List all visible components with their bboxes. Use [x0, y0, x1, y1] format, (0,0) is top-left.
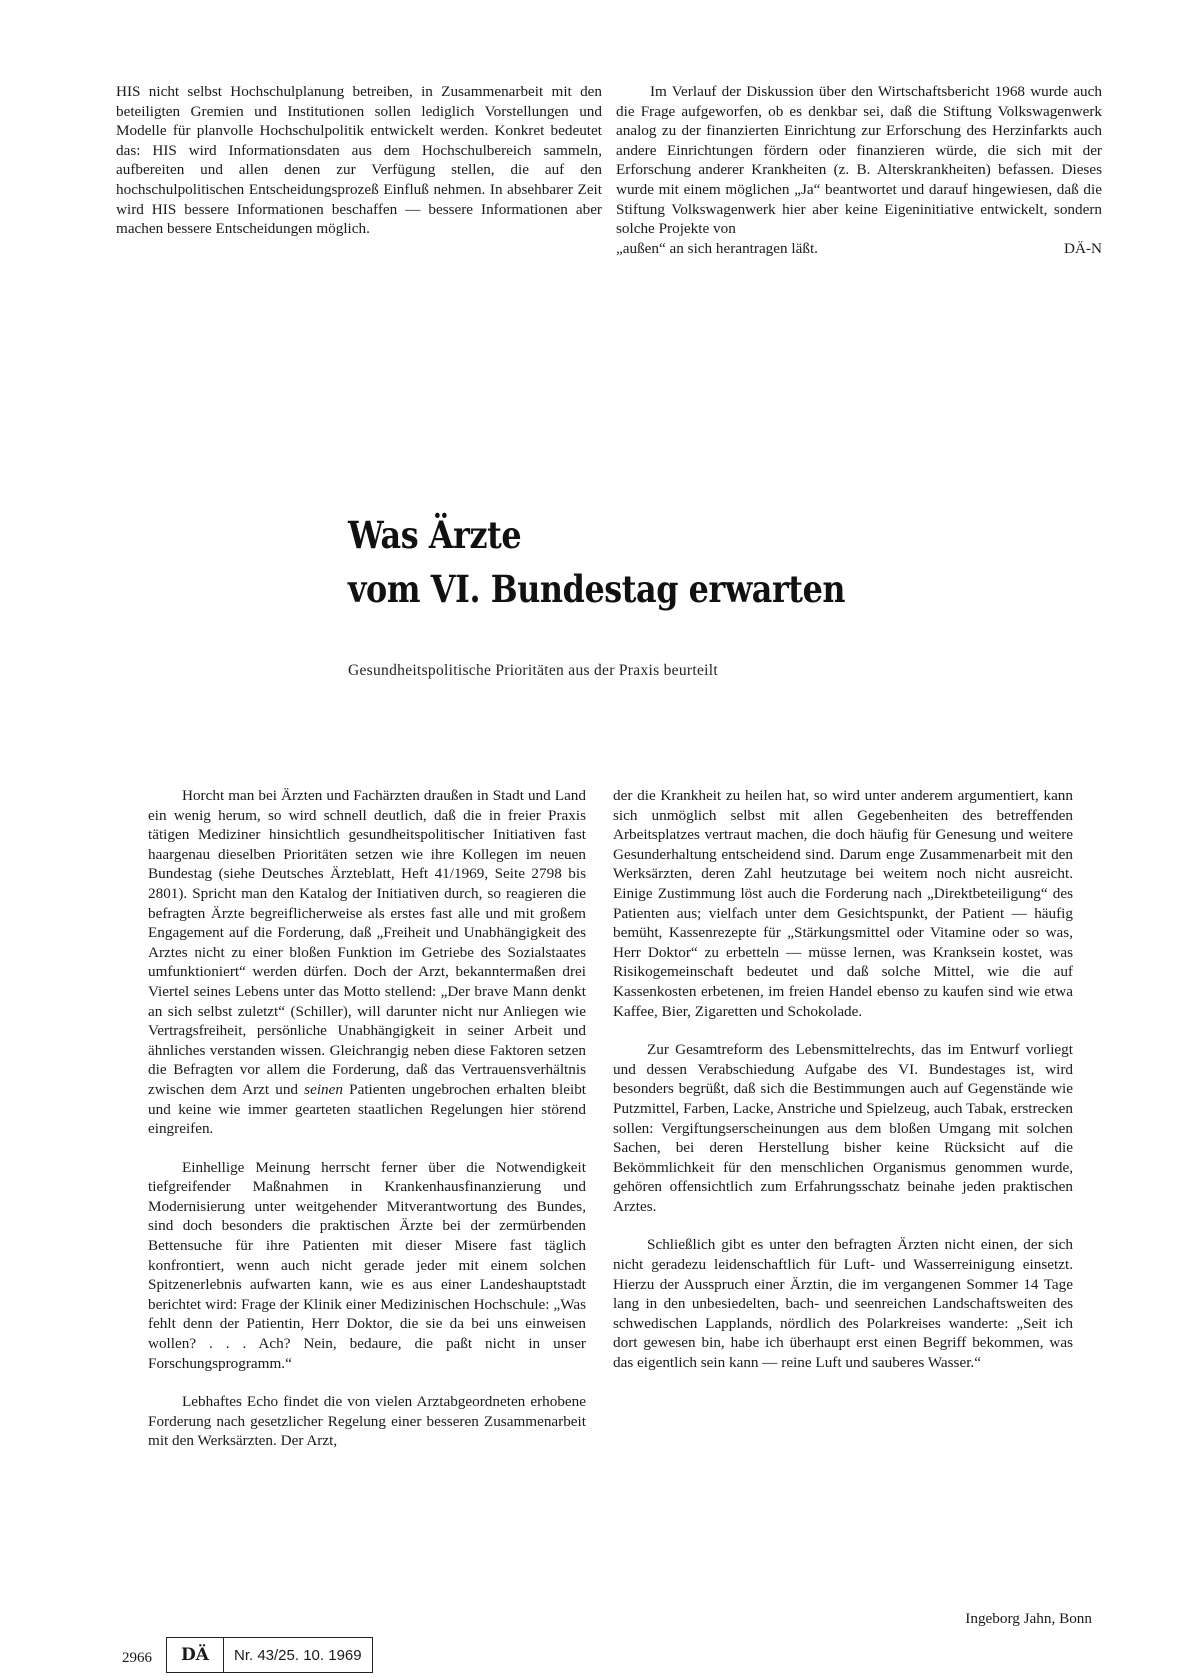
article-column-right — [613, 786, 1073, 1373]
paragraph: Lebhaftes Echo findet die von vielen Arztabgeordneten erhobene Forderung nach gesetzlicher Regelung einer besseren Zusammenarbeit mit den Werksärzten. Der Arzt, — [148, 1393, 586, 1450]
page-number: 2966 — [122, 1650, 152, 1666]
footer-masthead — [166, 1637, 373, 1673]
headline-line-2: vom VI. Bundestag erwarten — [348, 567, 846, 611]
paragraph: der die Krankheit zu heilen hat, so wird unter anderem argumentiert, kann sich unmöglich selbst mit allen Gegebenheiten des betreffenden Arbeitsplatzes vertraut machen, die doch häufig für Genesung und weitere Gesunderhaltung entscheidend sind. Darum enge Zusammenarbeit mit den Werksärzten, deren Zahl heutzutage bei weitem noch nicht ausreicht. Einige Zustimmung löst auch die Forderung nach „Direktbeteiligung“ des Patienten aus; vielfach unter dem Gesichtspunkt, der Patient — häufig bemüht, Kassenrezepte für „Stärkungsmittel oder Vitamine oder so was, Herr Doktor“ zu erbetteln — müsse lernen, was Kranksein kostet, was Risikogemeinschaft bedeutet und daß solche Mittel, wie die auf Kassenkosten erbetenen, im freien Handel ebenso zu kaufen sind wie etwa Kaffee, Bier, Zigaretten und Schokolade. — [613, 787, 1073, 1020]
issue-info: Nr. 43/25. 10. 1969 — [234, 1646, 362, 1664]
article-author: Ingeborg Jahn, Bonn — [965, 1610, 1092, 1627]
paragraph: HIS nicht selbst Hochschulplanung betreiben, in Zusammenarbeit mit den beteiligten Gremien und Institutionen sollen lediglich Vorstellungen und Modelle für planvolle Hochschulpolitik entwickelt werden. Konkret bedeutet das: HIS wird Informationsdaten aus dem Hochschulbereich sammeln, aufbereiten und allen denen zur Verfügung stellen, die auf den hochschulpolitischen Entscheidungsprozeß Einfluß nehmen. In absehbarer Zeit wird HIS bessere Informationen beschaffen — bessere Informationen aber machen bessere Entscheidungen möglich. — [116, 83, 602, 238]
journal-logo: DÄ — [167, 1638, 224, 1672]
paragraph: Einhellige Meinung herrscht ferner über die Notwendigkeit tiefgreifender Maßnahmen in Krankenhausfinanzierung und Modernisierung unter weitgehender Mitverantwortung des Bundes, sind doch besonders die praktischen Ärzte bei der zermürbenden Bettensuche für ihre Patienten mit dieser Misere fast täglich konfrontiert, wenn auch nicht gerade jeder mit einem solchen Spitzenerlebnis aufwarten kann, wie es aus einer Landeshauptstadt berichtet wird: Frage der Klinik einer Medizinischen Hochschule: „Was fehlt denn der Patientin, Herr Doktor, die sie da bei uns einweisen wollen? . . . Ach? Nein, bedaure, die paßt nicht in unser Forschungsprogramm.“ — [148, 1158, 586, 1372]
text-run: Horcht man bei Ärzten und Fachärzten draußen in Stadt und Land ein wenig herum, so wird schnell deutlich, daß die in freier Praxis tätigen Mediziner hinsichtlich gesundheitspolitischer Initiativen fast haargenau dieselben Prioritäten setzen wie ihre Kollegen im neuen Bundestag (siehe Deutsches Ärzteblatt, Heft 41/1969, Seite 2798 bis 2801). Spricht man den Katalog der Initiativen durch, so reagieren die befragten Ärzte begreiflicherweise als erstes fast alle und mit großem Engagement auf die Forderung, daß „Freiheit und Unabhängigkeit des Arztes nicht zu einer bloßen Funktion im Getriebe des Sozialstaates umfunktioniert“ werden dürfen. Doch der Arzt, bekanntermaßen drei Viertel seines Lebens unter das Motto stellend: „Der brave Mann denkt an sich selbst zuletzt“ (Schiller), will darunter nicht nur Anliegen wie Vertragsfreiheit, persönliche Unabhängigkeit in seiner Arbeit und ähnliches verstanden wissen. Gleichrangig neben diese Faktoren setzen die Befragten vor allem die Forderung, daß das Vertrauensverhältnis zwischen dem Arzt und — [148, 787, 586, 1098]
continued-text-left — [116, 82, 602, 239]
text-run: Patienten ungebrochen erhalten bleibt und keine wie immer gearteten staatlichen Regelungen hier störend eingreifen. — [148, 1080, 587, 1138]
paragraph-end: „außen“ an sich herantragen läßt. — [616, 239, 818, 257]
author-signature: DÄ-N — [1064, 239, 1102, 257]
emphasis: seinen — [304, 1080, 343, 1098]
article-subtitle: Gesundheitspolitische Prioritäten aus der Praxis beurteilt — [348, 662, 718, 679]
paragraph: Zur Gesamtreform des Lebensmittelrechts, das im Entwurf vorliegt und dessen Verabschiedung Aufgabe des VI. Bundestages ist, wird besonders begrüßt, daß sich die Bestimmungen auch auf Gegenstände wie Putzmittel, Farben, Lacke, Anstriche und Spielzeug, auch Tabak, erstrecken sollen: Vergiftungserscheinungen aus dem bloßen Umgang mit solchen Sachen, bei deren Herstellung bisher keine Rücksicht auf die Bekömmlichkeit für den menschlichen Organismus genommen wurde, gehören offensichtlich zum Erfahrungsschatz beinahe jeden praktischen Arztes. — [613, 1041, 1073, 1215]
article-headline — [348, 508, 845, 616]
paragraph: Im Verlauf der Diskussion über den Wirtschaftsbericht 1968 wurde auch die Frage aufgeworfen, ob es denkbar sei, daß die Stiftung Volkswagenwerk analog zu der finanzierten Einrichtung zur Erforschung des Herzinfarkts auch andere Einrichtungen fördern oder finanzieren würde, die sich mit der Erforschung anderer Krankheiten (z. B. Alterskrankheiten) befassen. Dieses wurde mit einem möglichen „Ja“ beantwortet und darauf hingewiesen, daß die Stiftung Volkswagenwerk hier aber keine Eigeninitiative entwickelt, sondern solche Projekte von — [616, 83, 1102, 238]
paragraph-last-line — [616, 239, 1102, 259]
article-column-left — [148, 786, 586, 1451]
paragraph — [148, 786, 586, 1139]
paragraph: Schließlich gibt es unter den befragten Ärzten nicht einen, der sich nicht geradezu leidenschaftlich für Luft- und Wasserreinigung einsetzt. Hierzu der Ausspruch einer Ärztin, die im vergangenen Sommer 14 Tage lang in den unbesiedelten, bach- und seenreichen Landschaftsweiten des schwedischen Lapplands, nördlich des Polarkreises wanderte: „Seit ich dort gewesen bin, habe ich überhaupt erst einen Begriff bekommen, was das eigentlich sein kann — reine Luft und sauberes Wasser.“ — [613, 1236, 1073, 1372]
news-item-right — [616, 82, 1102, 258]
headline-line-1: Was Ärzte — [348, 513, 522, 557]
